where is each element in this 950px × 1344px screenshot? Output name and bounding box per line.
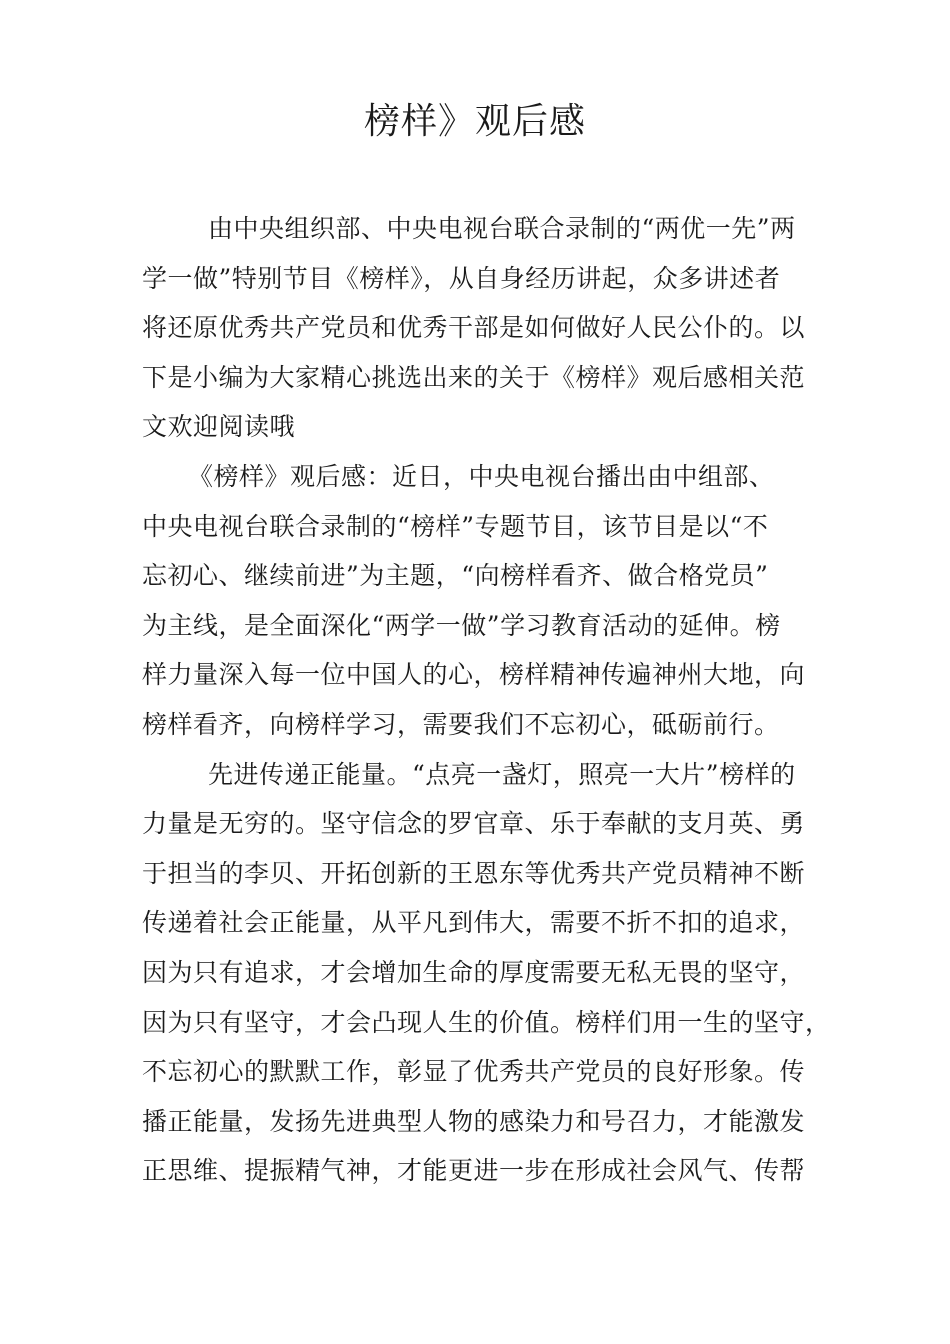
paragraph-line: 下是小编为大家精心挑选出来的关于《榜样》观后感相关范 bbox=[142, 362, 806, 392]
paragraph-line: 播正能量，发扬先进典型人物的感染力和号召力，才能激发 bbox=[142, 1106, 806, 1136]
paragraph-line: 文欢迎阅读哦 bbox=[142, 412, 296, 442]
paragraph-line: 于担当的李贝、开拓创新的王恩东等优秀共产党员精神不断 bbox=[142, 858, 806, 888]
paragraph-line: 由中央组织部、中央电视台联合录制的“两优一先”两 bbox=[208, 214, 796, 243]
paragraph-line: 传递着社会正能量，从平凡到伟大，需要不折不扣的追求， bbox=[142, 908, 806, 938]
paragraph-line: 忘初心、继续前进”为主题，“向榜样看齐、做合格党员” bbox=[142, 561, 769, 591]
paragraph-line: 学一做”特别节目《榜样》，从自身经历讲起，众多讲述者 bbox=[142, 263, 781, 293]
paragraph-line: 榜样看齐，向榜样学习，需要我们不忘初心，砥砺前行。 bbox=[142, 709, 780, 739]
paragraph-line: 将还原优秀共产党员和优秀干部是如何做好人民公仆的。以 bbox=[142, 313, 806, 343]
paragraph-line: 先进传递正能量。“点亮一盏灯，照亮一大片”榜样的 bbox=[208, 759, 796, 789]
document-body bbox=[142, 204, 842, 1196]
paragraph-line: 正思维、提振精气神，才能更进一步在形成社会风气、传帮 bbox=[142, 1156, 806, 1186]
paragraph-line: 为主线，是全面深化“两学一做”学习教育活动的延伸。榜 bbox=[142, 610, 781, 640]
document-title: 榜样》观后感 bbox=[363, 101, 586, 142]
paragraph-line: 样力量深入每一位中国人的心，榜样精神传遍神州大地，向 bbox=[142, 660, 806, 690]
paragraph-line: 因为只有坚守，才会凸现人生的价值。榜样们用一生的坚守， bbox=[142, 1007, 831, 1037]
paragraph-line: 《榜样》观后感：近日，中央电视台播出由中组部、 bbox=[188, 461, 775, 491]
paragraph-line: 力量是无穷的。坚守信念的罗官章、乐于奉献的支月英、勇 bbox=[142, 809, 806, 839]
paragraph-line: 中央电视台联合录制的“榜样”专题节目，该节目是以“不 bbox=[142, 511, 769, 541]
paragraph-line: 不忘初心的默默工作，彰显了优秀共产党员的良好形象。传 bbox=[142, 1057, 806, 1087]
paragraph-line: 因为只有追求，才会增加生命的厚度需要无私无畏的坚守， bbox=[142, 957, 806, 987]
